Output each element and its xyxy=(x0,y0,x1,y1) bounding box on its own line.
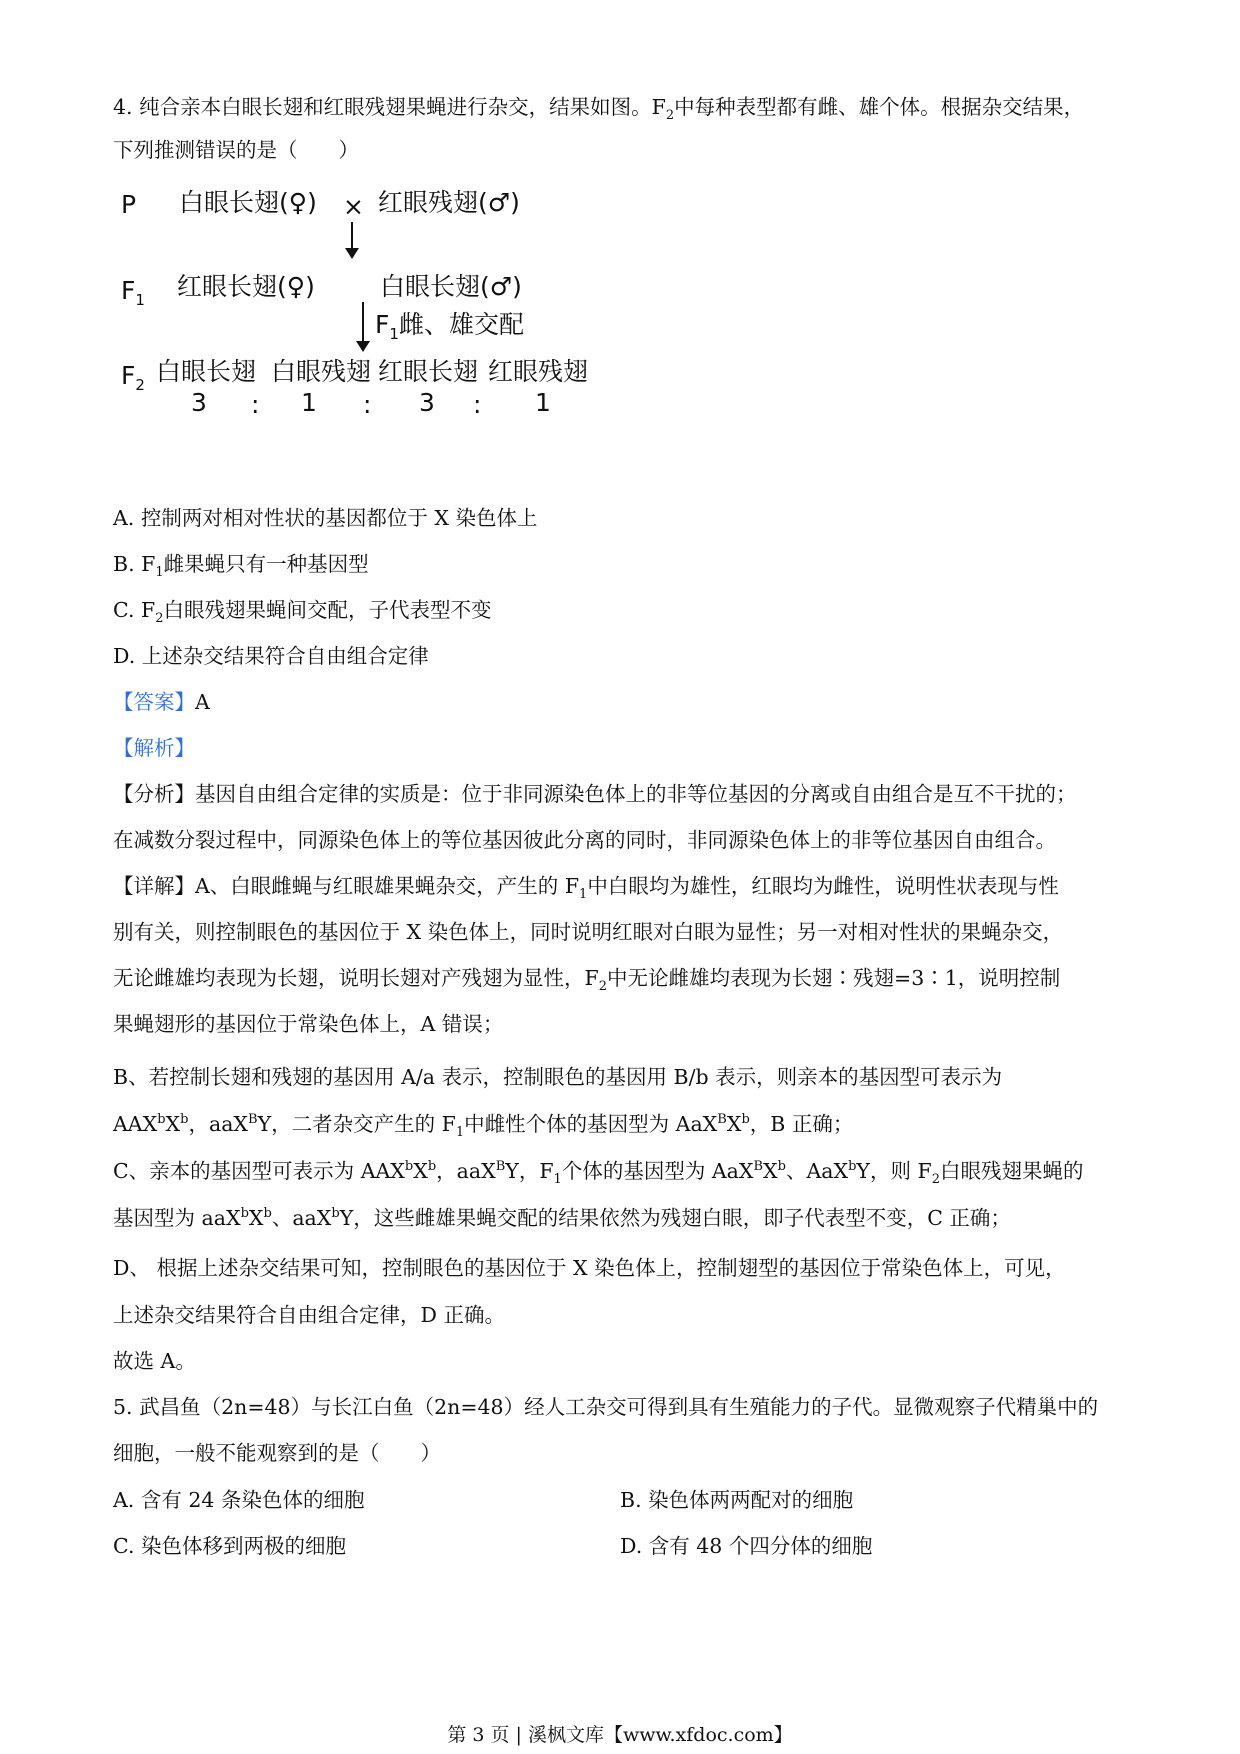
p-female: 白眼长翅(♀) xyxy=(179,188,317,217)
f2-phenotype: 白眼长翅 xyxy=(156,357,257,386)
q4-option-b: B. $F_1$雌果蝇只有一种基因型 xyxy=(113,552,369,581)
detail-line: 无论雌雄均表现为长翅，说明长翅对产残翅为显性，$F_2$中无论雌雄均表现为长翅∶残翅=3∶1，说明控制 xyxy=(113,966,1061,995)
q5-option-d: D. 含有 48 个四分体的细胞 xyxy=(620,1534,873,1558)
f1-label: $F_1$ xyxy=(121,276,145,309)
detail-b-line: $AAX^bX^b$，aaX$^B$Y，二者杂交产生的 $F_1$中雌性个体的基因型为 $AaX^BX^b$，B 正确； xyxy=(113,1112,854,1141)
analysis-tag: 【解析】 xyxy=(113,736,195,760)
arrow-down-icon xyxy=(351,222,353,257)
q4-stem-line1: 4. 纯合亲本白眼长翅和红眼残翅果蝇进行杂交，结果如图。$F_2$中每种表型都有雌、雄个体。根据杂交结果， xyxy=(113,95,1085,124)
detail-d-line: 上述杂交结果符合自由组合定律，D 正确。 xyxy=(113,1303,505,1327)
detail-d-line: D、 根据上述杂交结果可知，控制眼色的基因位于 X 染色体上，控制翅型的基因位于常染色体上，可见， xyxy=(113,1256,1066,1280)
q5-option-b: B. 染色体两两配对的细胞 xyxy=(620,1488,854,1512)
answer-line: 【答案】A xyxy=(113,690,210,714)
f1-male: 白眼长翅(♂) xyxy=(380,272,522,301)
q5-stem-line1: 5. 武昌鱼（2n=48）与长江白鱼（2n=48）经人工杂交可得到具有生殖能力的子代。显微观察子代精巢中的 xyxy=(113,1395,1099,1419)
f1-female: 红眼长翅(♀) xyxy=(177,272,315,301)
ratio-value: 1 xyxy=(301,388,317,417)
ratio-separator: : xyxy=(473,390,482,419)
f2-phenotype: 红眼残翅 xyxy=(488,357,589,386)
ratio-value: 1 xyxy=(535,388,551,417)
q4-stem-line2: 下列推测错误的是（ ） xyxy=(113,138,359,162)
ratio-separator: : xyxy=(251,390,260,419)
detail-line: 【详解】A、白眼雌蝇与红眼雄果蝇杂交，产生的 $F_1$中白眼均为雄性，红眼均为雌性，说明性状表现与性 xyxy=(113,874,1059,903)
detail-b-line: B、若控制长翅和残翅的基因用 A/a 表示，控制眼色的基因用 B/b 表示，则亲本的基因型可表示为 xyxy=(113,1065,1003,1089)
ratio-separator: : xyxy=(363,390,372,419)
detail-line: 果蝇翅形的基因位于常染色体上，A 错误； xyxy=(113,1012,504,1036)
p-male: 红眼残翅(♂) xyxy=(378,188,520,217)
f1-mating-note: $F_1$雌、雄交配 xyxy=(375,310,524,343)
detail-c-line: 基因型为 $aaX^bX^b$、aaX$^b$Y，这些雌雄果蝇交配的结果依然为残翅白眼，即子代表型不变，C 正确； xyxy=(113,1206,1011,1230)
f2-phenotype: 红眼长翅 xyxy=(378,357,479,386)
f2-label: $F_2$ xyxy=(121,361,145,394)
detail-c-line: C、亲本的基因型可表示为 $AAX^bX^b$，aaX$^B$Y，$F_1$个体的基因型为 $AaX^BX^b$、AaX$^b$Y，则 $F_2$白眼残翅果蝇的 xyxy=(113,1159,1084,1188)
q4-option-d: D. 上述杂交结果符合自由组合定律 xyxy=(113,644,429,668)
cross-symbol: × xyxy=(343,192,364,221)
f2-phenotype: 白眼残翅 xyxy=(271,357,372,386)
q5-option-a: A. 含有 24 条染色体的细胞 xyxy=(113,1488,365,1512)
ratio-value: 3 xyxy=(191,388,207,417)
q5-option-c: C. 染色体移到两极的细胞 xyxy=(113,1534,346,1558)
ratio-value: 3 xyxy=(419,388,435,417)
fenxi-line: 【分析】基因自由组合定律的实质是：位于非同源染色体上的非等位基因的分离或自由组合是互不干扰的； xyxy=(113,782,1077,806)
p-label: P xyxy=(121,190,137,219)
q5-stem-line2: 细胞，一般不能观察到的是（ ） xyxy=(113,1441,441,1465)
page-footer: 第 3 页 | 溪枫文库【www.xfdoc.com】 xyxy=(447,1724,793,1746)
q4-option-c: C. $F_2$白眼残翅果蝇间交配，子代表型不变 xyxy=(113,598,492,627)
q4-option-a: A. 控制两对相对性状的基因都位于 X 染色体上 xyxy=(113,506,538,530)
fenxi-line: 在减数分裂过程中，同源染色体上的等位基因彼此分离的同时，非同源染色体上的非等位基因自由组合。 xyxy=(113,828,1056,852)
cross-diagram xyxy=(121,188,685,468)
conclusion: 故选 A。 xyxy=(113,1349,196,1373)
arrow-down-icon xyxy=(362,302,364,350)
detail-line: 别有关，则控制眼色的基因位于 X 染色体上，同时说明红眼对白眼为显性；另一对相对性状的果蝇杂交， xyxy=(113,920,1064,944)
